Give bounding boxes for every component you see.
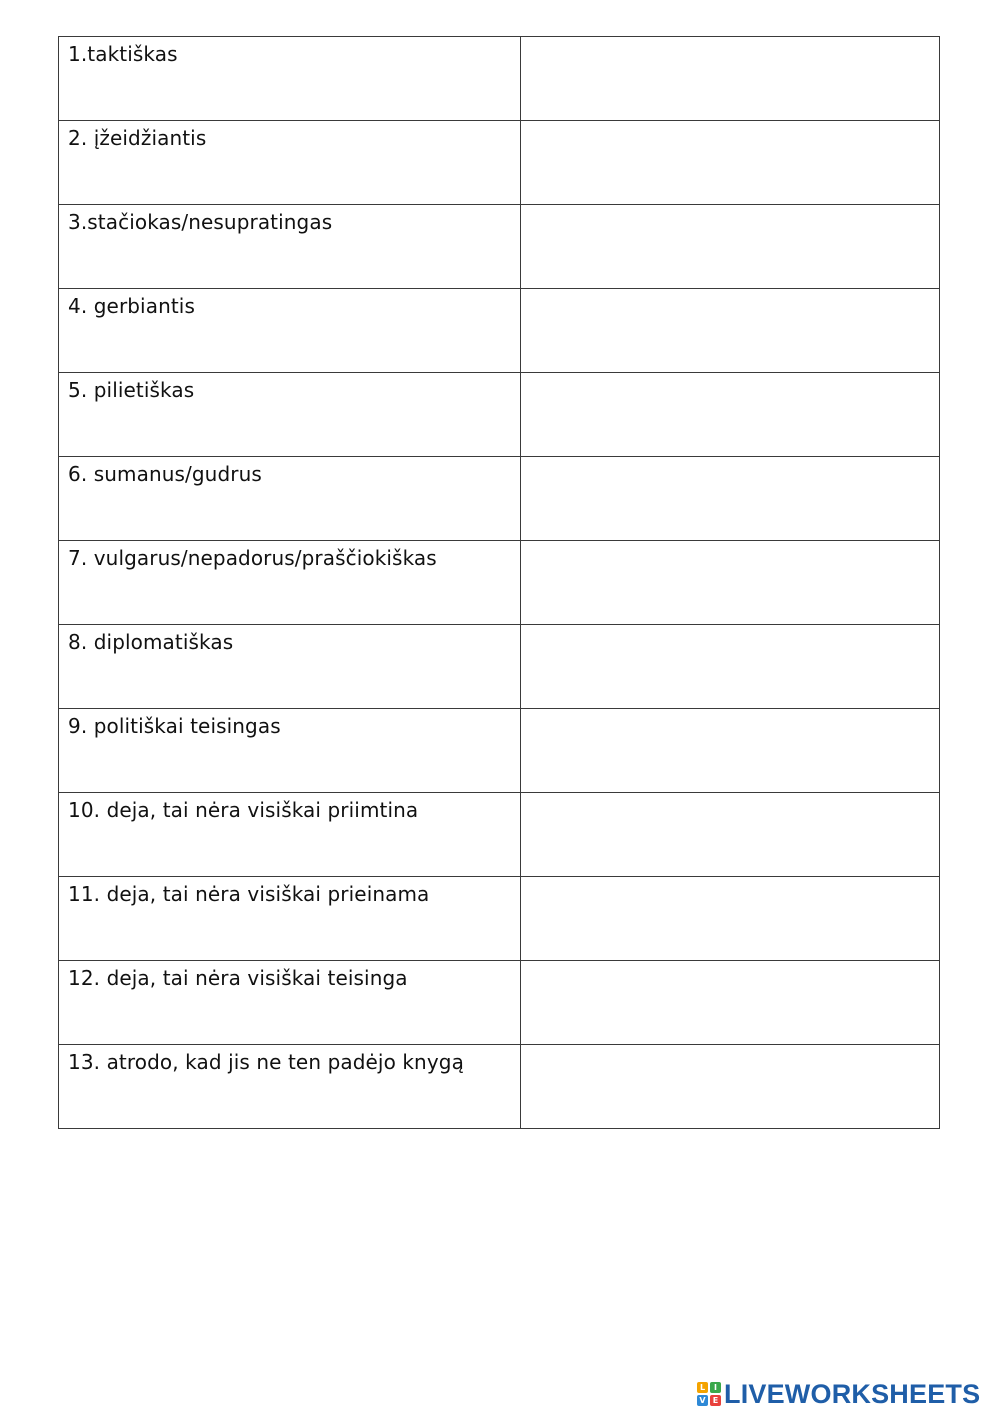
term-text: 12. deja, tai nėra visiškai teisinga (68, 966, 408, 990)
answer-input[interactable] (521, 709, 939, 792)
table-row (59, 121, 940, 205)
answer-cell[interactable] (521, 709, 940, 793)
table-row (59, 877, 940, 961)
term-text: 5. pilietiškas (68, 378, 195, 402)
table-row (59, 541, 940, 625)
answer-input[interactable] (521, 1045, 939, 1128)
answer-input[interactable] (521, 37, 939, 120)
answer-cell[interactable] (521, 541, 940, 625)
term-cell (59, 625, 521, 709)
term-text: 11. deja, tai nėra visiškai prieinama (68, 882, 430, 906)
term-cell (59, 289, 521, 373)
brand-name: LIVEWORKSHEETS (724, 1379, 981, 1409)
table-row (59, 1045, 940, 1129)
term-text: 9. politiškai teisingas (68, 714, 281, 738)
term-cell (59, 793, 521, 877)
term-cell (59, 1045, 521, 1129)
answer-input[interactable] (521, 961, 939, 1044)
answer-cell[interactable] (521, 793, 940, 877)
answer-cell[interactable] (521, 1045, 940, 1129)
logo-tile-v: V (697, 1395, 708, 1406)
answer-input[interactable] (521, 457, 939, 540)
table-row (59, 289, 940, 373)
term-text: 2. įžeidžiantis (68, 126, 207, 150)
term-cell (59, 877, 521, 961)
answer-cell[interactable] (521, 961, 940, 1045)
answer-cell[interactable] (521, 205, 940, 289)
worksheet-table (58, 36, 940, 1129)
term-text: 10. deja, tai nėra visiškai priimtina (68, 798, 419, 822)
answer-input[interactable] (521, 205, 939, 288)
answer-cell[interactable] (521, 373, 940, 457)
logo-tile-i: I (710, 1382, 721, 1393)
term-text: 6. sumanus/gudrus (68, 462, 262, 486)
term-text: 7. vulgarus/nepadorus/praščiokiškas (68, 546, 437, 570)
term-cell (59, 457, 521, 541)
answer-cell[interactable] (521, 457, 940, 541)
term-cell (59, 961, 521, 1045)
answer-input[interactable] (521, 793, 939, 876)
liveworksheets-logo-icon (697, 1382, 721, 1406)
term-text: 1.taktiškas (68, 42, 178, 66)
answer-cell[interactable] (521, 877, 940, 961)
logo-tile-e: E (710, 1395, 721, 1406)
answer-input[interactable] (521, 877, 939, 960)
answer-input[interactable] (521, 625, 939, 708)
term-cell (59, 37, 521, 121)
answer-input[interactable] (521, 289, 939, 372)
table-row (59, 961, 940, 1045)
answer-input[interactable] (521, 373, 939, 456)
table-row (59, 373, 940, 457)
term-cell (59, 121, 521, 205)
table-row (59, 457, 940, 541)
liveworksheets-brand (697, 1376, 980, 1412)
table-row (59, 205, 940, 289)
table-row (59, 625, 940, 709)
term-text: 8. diplomatiškas (68, 630, 234, 654)
table-row (59, 793, 940, 877)
term-cell (59, 373, 521, 457)
term-text: 4. gerbiantis (68, 294, 195, 318)
term-cell (59, 541, 521, 625)
term-text: 3.stačiokas/nesupratingas (68, 210, 333, 234)
answer-input[interactable] (521, 541, 939, 624)
term-text: 13. atrodo, kad jis ne ten padėjo knygą (68, 1050, 464, 1074)
answer-cell[interactable] (521, 121, 940, 205)
table-row (59, 37, 940, 121)
answer-cell[interactable] (521, 625, 940, 709)
logo-tile-l: L (697, 1382, 708, 1393)
term-cell (59, 205, 521, 289)
table-row (59, 709, 940, 793)
answer-input[interactable] (521, 121, 939, 204)
answer-cell[interactable] (521, 289, 940, 373)
answer-cell[interactable] (521, 37, 940, 121)
term-cell (59, 709, 521, 793)
